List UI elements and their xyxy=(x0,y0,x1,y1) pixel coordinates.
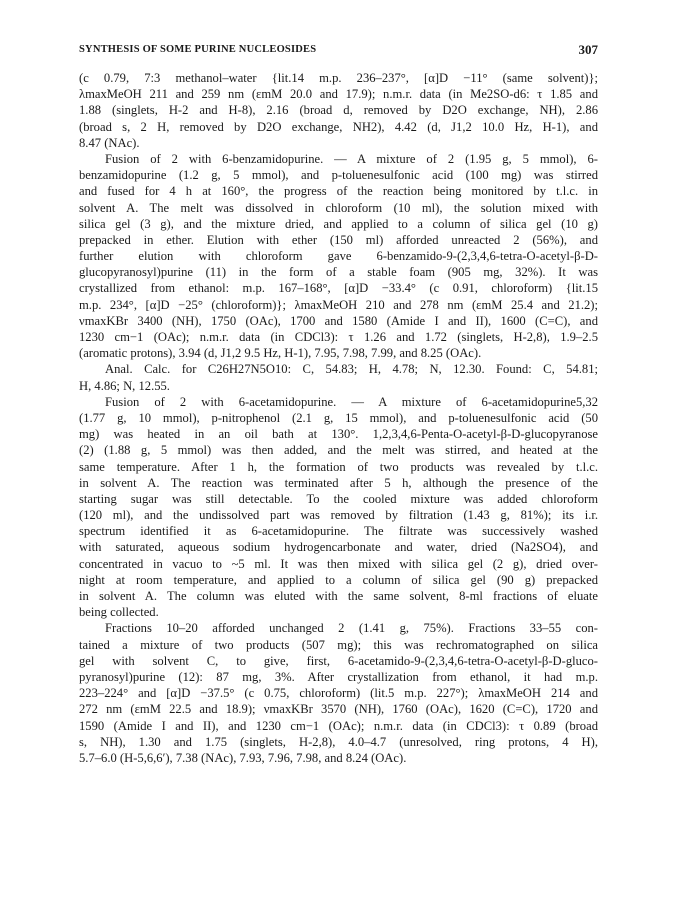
text-line: silica gel (3 g), and the mixture dried, and applied to a column of silica gel (10 g) xyxy=(79,216,598,231)
text-line: glucopyranosyl)purine (11) in the form of a stable foam (905 mg, 32%). It was xyxy=(79,265,598,280)
text-line: benzamidopurine (1.2 g, 5 mmol), and p-toluenesulfonic acid (100 mg) was stirred xyxy=(79,168,598,183)
text-line: prepacked in ether. Elution with ether (150 ml) afforded unreacted 2 (56%), and xyxy=(79,232,598,247)
text-line: 1590 (Amide I and II), and 1230 cm−1 (OAc); n.m.r. data (in CDCl3): τ 0.89 (broad xyxy=(79,718,598,733)
text-line: λmaxMeOH 211 and 259 nm (εmM 20.0 and 17.9); n.m.r. data (in Me2SO-d6: τ 1.85 and xyxy=(79,87,598,102)
page-number: 307 xyxy=(578,42,598,57)
text-line: (2) (1.88 g, 5 mmol) was then added, and the melt was stirred, and heated at the xyxy=(79,443,598,458)
text-line: (120 ml), and the undissolved part was removed by filtration (1.43 g, 81%); its i.r. xyxy=(79,508,598,523)
text-line: (broad s, 2 H, removed by D2O exchange, NH2), 4.42 (d, J1,2 10.0 Hz, H-1), and xyxy=(79,119,598,134)
text-line: m.p. 234°, [α]D −25° (chloroform)}; λmaxMeOH 210 and 278 nm (εmM 25.4 and 21.2); xyxy=(79,297,598,312)
text-line: night at room temperature, and applied to a column of silica gel (90 g) prepacked xyxy=(79,572,598,587)
text-line: 1.88 (singlets, H-2 and H-8), 2.16 (broad d, removed by D2O exchange, NH), 2.86 xyxy=(79,103,598,118)
text-line: (1.77 g, 10 mmol), p-nitrophenol (2.1 g, 15 mmol), and p-toluenesulfonic acid (50 xyxy=(79,410,598,425)
text-line: 223–224° and [α]D −37.5° (c 0.75, chloroform) (lit.5 m.p. 227°); λmaxMeOH 214 and xyxy=(79,686,598,701)
text-line: s, NH), 1.30 and 1.75 (singlets, H-2,8), 4.0–4.7 (unresolved, ring protons, 4 H), xyxy=(79,734,598,749)
text-line: with saturated, aqueous sodium hydrogencarbonate and water, dried (Na2SO4), and xyxy=(79,540,598,555)
analysis-line: Anal. Calc. for C26H27N5O10: C, 54.83; H, 4.78; N, 12.30. Found: C, 54.81; xyxy=(105,362,598,377)
text-line: crystallized from ethanol: m.p. 167–168°, [α]D −33.4° (c 0.91, chloroform) {lit.15 xyxy=(79,281,598,296)
text-line: 8.47 (NAc). xyxy=(79,135,140,150)
text-line: (aromatic protons), 3.94 (d, J1,2 9.5 Hz, H-1), 7.95, 7.98, 7.99, and 8.25 (OAc). xyxy=(79,346,482,361)
article-body xyxy=(79,70,598,766)
text-line: 1230 cm−1 (OAc); n.m.r. data (in CDCl3): τ 1.26 and 1.72 (singlets, H-2,8), 1.9–2.5 xyxy=(79,330,598,344)
text-line: solvent A. The melt was dissolved in chloroform (10 ml), the solution mixed with xyxy=(79,200,598,215)
analysis-line: H, 4.86; N, 12.55. xyxy=(79,378,170,393)
section-heading-line: Fusion of 2 with 6-benzamidopurine. — A mixture of 2 (1.95 g, 5 mmol), 6- xyxy=(105,151,598,166)
text-line: being collected. xyxy=(79,605,159,620)
text-line: (c 0.79, 7:3 methanol–water {lit.14 m.p. 236–237°, [α]D −11° (same solvent)}; xyxy=(79,71,598,85)
text-line: in solvent A. The column was eluted with the same solvent, 8-ml fractions of eluate xyxy=(79,589,598,603)
text-line: 272 nm (εmM 22.5 and 18.9); νmaxKBr 3570 (NH), 1760 (OAc), 1620 (C=C), 1720 and xyxy=(79,702,598,717)
text-line: Fractions 10–20 afforded unchanged 2 (1.41 g, 75%). Fractions 33–55 con- xyxy=(105,621,598,636)
text-line: same temperature. After 1 h, the formation of two products was revealed by t.l.c. xyxy=(79,459,598,474)
text-line: spectrum identified it as 6-acetamidopurine. The filtrate was successively washed xyxy=(79,524,598,539)
running-head: SYNTHESIS OF SOME PURINE NUCLEOSIDES xyxy=(79,44,317,55)
text-line: further elution with chloroform gave 6-benzamido-9-(2,3,4,6-tetra-O-acetyl-β-D- xyxy=(79,249,598,264)
text-line: concentrated in vacuo to ~5 ml. It was then mixed with silica gel (2 g), dried over- xyxy=(79,556,598,571)
text-line: gel with solvent C, to give, first, 6-acetamido-9-(2,3,4,6-tetra-O-acetyl-β-D-gluco- xyxy=(79,653,598,668)
section-heading-line: Fusion of 2 with 6-acetamidopurine. — A mixture of 6-acetamidopurine5,32 xyxy=(105,394,598,409)
text-line: pyranosyl)purine (12): 87 mg, 3%. After crystallization from ethanol, it had m.p. xyxy=(79,669,598,684)
text-line: mg) was heated in an oil bath at 130°. 1,2,3,4,6-Penta-O-acetyl-β-D-glucopyranose xyxy=(79,427,598,442)
text-line: in solvent A. The reaction was terminated after 5 h, although the presence of the xyxy=(79,475,598,490)
text-line: starting sugar was still detectable. To the cooled mixture was added chloroform xyxy=(79,491,598,506)
text-line: tained a mixture of two products (507 mg); this was rechromatographed on silica xyxy=(79,637,598,652)
text-line: 5.7–6.0 (H-5,6,6′), 7.38 (NAc), 7.93, 7.96, 7.98, and 8.24 (OAc). xyxy=(79,750,407,765)
text-line: νmaxKBr 3400 (NH), 1750 (OAc), 1700 and 1580 (Amide I and II), 1600 (C=C), and xyxy=(79,313,598,328)
text-line: and fused for 4 h at 160°, the progress of the reaction being monitored by t.l.c. in xyxy=(79,184,598,199)
page-header xyxy=(79,42,598,60)
